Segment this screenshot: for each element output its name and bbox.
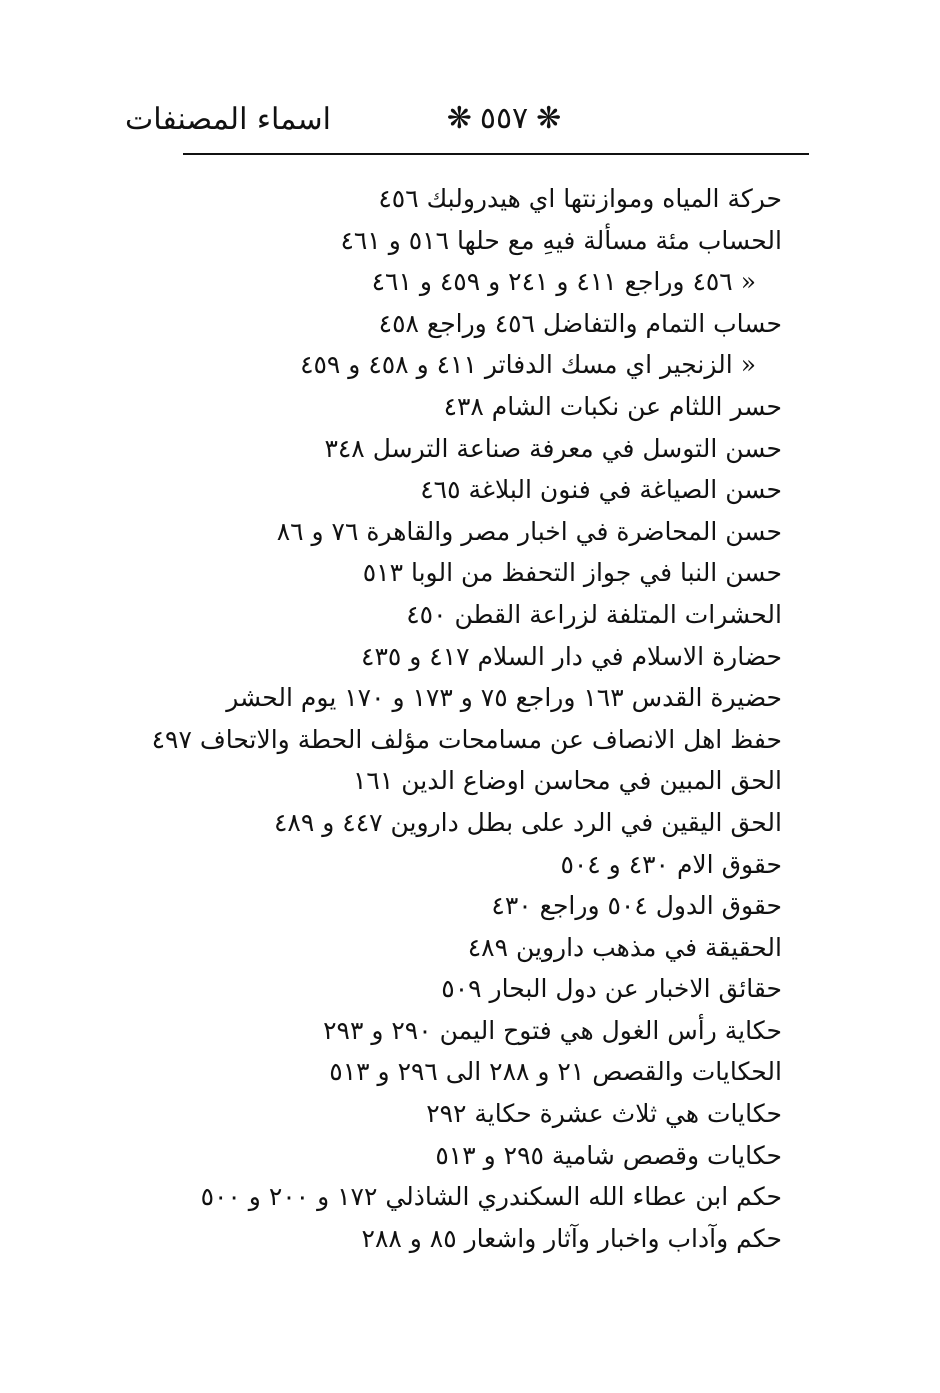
index-entry: حقوق الام ٤٣٠ و ٥٠٤ xyxy=(560,849,782,879)
header-rule xyxy=(183,153,809,155)
page-number-group xyxy=(445,96,563,142)
index-entry: حقائق الاخبار عن دول البحار ٥٠٩ xyxy=(441,974,782,1004)
index-entry: حفظ اهل الانصاف عن مسامحات مؤلف الحطة والاتحاف ٤٩٧ xyxy=(151,724,782,754)
running-header-title: اسماء المصنفات xyxy=(124,102,331,137)
index-entry: حكاية رأس الغول هي فتوح اليمن ٢٩٠ و ٢٩٣ xyxy=(323,1015,782,1045)
page-header xyxy=(124,96,809,146)
index-entry: الحشرات المتلفة لزراعة القطن ٤٥٠ xyxy=(406,599,782,629)
index-entry: حركة المياه وموازنتها اي هيدرولبك ٤٥٦ xyxy=(378,184,782,213)
index-entry: الحق المبين في محاسن اوضاع الدين ١٦١ xyxy=(352,766,782,796)
index-entry: حسن التوسل في معرفة صناعة الترسل ٣٤٨ xyxy=(324,433,782,463)
index-entry: حكم ابن عطاء الله السكندري الشاذلي ١٧٢ و ٢٠٠ و ٥٠٠ xyxy=(200,1182,782,1212)
index-entry: حضيرة القدس ١٦٣ وراجع ٧٥ و ١٧٣ و ١٧٠ يوم الحشر xyxy=(226,683,782,713)
page-number: ٥٥٧ xyxy=(479,101,529,136)
index-entry: حساب التمام والتفاضل ٤٥٦ وراجع ٤٥٨ xyxy=(378,308,782,338)
index-entry: الحساب مئة مسألة فيهِ مع حلها ٥١٦ و ٤٦١ xyxy=(340,225,782,255)
ornament-left-icon: ❋ xyxy=(446,101,472,136)
index-entry: حكم وآداب واخبار وآثار واشعار ٨٥ و ٢٨٨ xyxy=(361,1223,782,1253)
index-entry: حسن النبا في جواز التحفظ من الوبا ٥١٣ xyxy=(362,558,782,588)
index-entry: « ٤٥٦ وراجع ٤١١ و ٢٤١ و ٤٥٩ و ٤٦١ xyxy=(371,267,756,297)
index-entry: الحكايات والقصص ٢١ و ٢٨٨ الى ٢٩٦ و ٥١٣ xyxy=(329,1057,782,1087)
index-entries xyxy=(151,178,782,1259)
index-entry: حقوق الدول ٥٠٤ وراجع ٤٣٠ xyxy=(491,891,782,921)
index-entry: حسن المحاضرة في اخبار مصر والقاهرة ٧٦ و ٨٦ xyxy=(276,516,782,546)
index-entry: الحق اليقين في الرد على بطل داروين ٤٤٧ و ٤٨٩ xyxy=(274,807,782,837)
index-entry: حكايات هي ثلاث عشرة حكاية ٢٩٢ xyxy=(426,1099,782,1129)
index-entry: حكايات وقصص شامية ٢٩٥ و ٥١٣ xyxy=(435,1140,782,1170)
ornament-right-icon: ❋ xyxy=(536,101,562,136)
index-entry: حضارة الاسلام في دار السلام ٤١٧ و ٤٣٥ xyxy=(361,641,782,671)
index-entry: حسر اللثام عن نكبات الشام ٤٣٨ xyxy=(443,391,782,421)
index-entry: حسن الصياغة في فنون البلاغة ٤٦٥ xyxy=(420,475,782,505)
index-entry: الحقيقة في مذهب داروين ٤٨٩ xyxy=(467,932,782,962)
index-entry: « الزنجير اي مسك الدفاتر ٤١١ و ٤٥٨ و ٤٥٩ xyxy=(300,350,756,380)
